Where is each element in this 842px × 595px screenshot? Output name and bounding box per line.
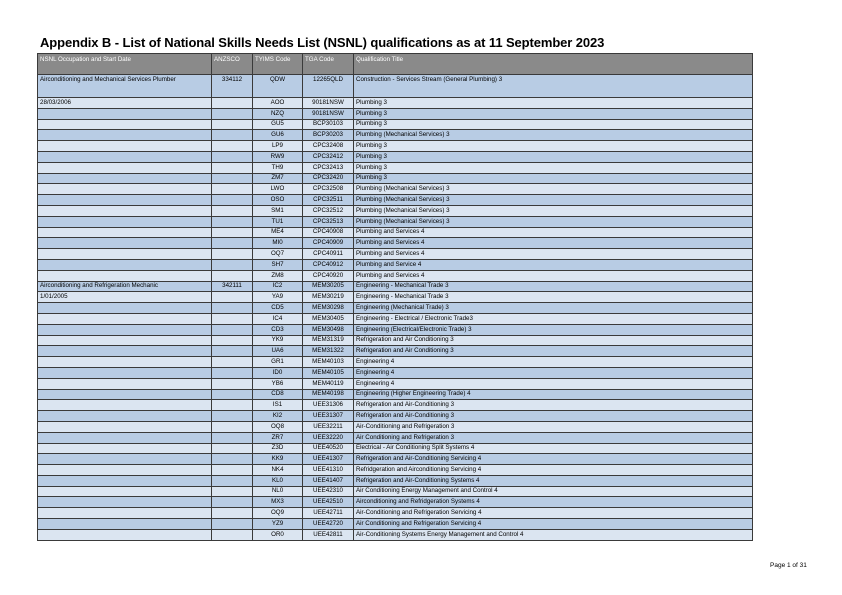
table-row (38, 421, 753, 432)
cell-tga-code: BCP30103 (303, 119, 354, 130)
cell-tyims-code: CD5 (253, 303, 303, 314)
cell-qualification-title: Air-Conditioning and Refrigeration Servicing 4 (354, 508, 753, 519)
cell-occupation (38, 313, 212, 324)
cell-qualification-title: Engineering 4 (354, 378, 753, 389)
nsnl-qualifications-table (37, 53, 753, 541)
table-row (38, 249, 753, 260)
cell-tyims-code: GR1 (253, 357, 303, 368)
cell-qualification-title: Plumbing and Service 4 (354, 259, 753, 270)
table-row (38, 151, 753, 162)
header-qualification-title: Qualification Title (354, 54, 753, 75)
cell-occupation (38, 259, 212, 270)
cell-qualification-title: Plumbing 3 (354, 98, 753, 109)
cell-occupation (38, 519, 212, 530)
cell-tyims-code: YK9 (253, 335, 303, 346)
cell-occupation (38, 130, 212, 141)
cell-tga-code: MEM30205 (303, 281, 354, 292)
cell-qualification-title: Plumbing and Services 4 (354, 270, 753, 281)
cell-anzsco (212, 184, 253, 195)
cell-anzsco (212, 162, 253, 173)
cell-tyims-code: OSO (253, 195, 303, 206)
cell-anzsco (212, 519, 253, 530)
cell-anzsco (212, 465, 253, 476)
cell-qualification-title: Refrigeration and Air-Conditioning Servicing 4 (354, 454, 753, 465)
cell-qualification-title: Plumbing and Services 4 (354, 227, 753, 238)
cell-occupation (38, 303, 212, 314)
cell-tga-code: CPC32412 (303, 151, 354, 162)
cell-anzsco (212, 227, 253, 238)
table-row (38, 292, 753, 303)
cell-qualification-title: Air Conditioning Energy Management and Control 4 (354, 486, 753, 497)
cell-tyims-code: YA9 (253, 292, 303, 303)
cell-anzsco (212, 508, 253, 519)
table-row (38, 303, 753, 314)
cell-anzsco (212, 432, 253, 443)
table-row (38, 108, 753, 119)
cell-occupation (38, 346, 212, 357)
cell-qualification-title: Electrical - Air Conditioning Split Systems 4 (354, 443, 753, 454)
header-tga-code: TGA Code (303, 54, 354, 75)
table-row (38, 389, 753, 400)
cell-anzsco (212, 313, 253, 324)
cell-qualification-title: Plumbing (Mechanical Services) 3 (354, 216, 753, 227)
cell-occupation (38, 184, 212, 195)
cell-tyims-code: GU6 (253, 130, 303, 141)
table-row (38, 411, 753, 422)
table-row (38, 475, 753, 486)
cell-anzsco (212, 486, 253, 497)
cell-tga-code: 90181NSW (303, 108, 354, 119)
cell-tga-code: UEE42310 (303, 486, 354, 497)
cell-qualification-title: Airconditioning and Refridgeration Systems 4 (354, 497, 753, 508)
cell-tyims-code: KI2 (253, 411, 303, 422)
cell-occupation (38, 216, 212, 227)
table-row (38, 227, 753, 238)
cell-qualification-title: Refrigeration and Air-Conditioning 3 (354, 411, 753, 422)
cell-anzsco (212, 205, 253, 216)
cell-tga-code: UEE42711 (303, 508, 354, 519)
table-row (38, 162, 753, 173)
cell-tyims-code: ID0 (253, 367, 303, 378)
cell-anzsco (212, 108, 253, 119)
cell-tga-code: UEE42510 (303, 497, 354, 508)
cell-qualification-title: Plumbing 3 (354, 173, 753, 184)
cell-tga-code: UEE41407 (303, 475, 354, 486)
cell-tyims-code: RW9 (253, 151, 303, 162)
cell-qualification-title: Engineering (Mechanical Trade) 3 (354, 303, 753, 314)
cell-tyims-code: SH7 (253, 259, 303, 270)
cell-occupation (38, 205, 212, 216)
cell-occupation (38, 432, 212, 443)
cell-occupation (38, 270, 212, 281)
cell-qualification-title: Engineering 4 (354, 357, 753, 368)
cell-tga-code: CPC32512 (303, 205, 354, 216)
cell-tga-code: CPC40911 (303, 249, 354, 260)
cell-anzsco (212, 529, 253, 540)
cell-occupation (38, 162, 212, 173)
cell-occupation (38, 400, 212, 411)
cell-occupation (38, 227, 212, 238)
cell-tga-code: CPC32413 (303, 162, 354, 173)
cell-qualification-title: Plumbing 3 (354, 141, 753, 152)
cell-tga-code: UEE41307 (303, 454, 354, 465)
table-row (38, 443, 753, 454)
cell-tyims-code: YZ9 (253, 519, 303, 530)
cell-tyims-code: NZQ (253, 108, 303, 119)
cell-anzsco (212, 141, 253, 152)
cell-tga-code: CPC32508 (303, 184, 354, 195)
cell-qualification-title: Engineering (Higher Engineering Trade) 4 (354, 389, 753, 400)
cell-tyims-code: NK4 (253, 465, 303, 476)
cell-anzsco (212, 454, 253, 465)
cell-qualification-title: Refrigeration and Air Conditioning 3 (354, 346, 753, 357)
cell-occupation (38, 367, 212, 378)
cell-occupation (38, 249, 212, 260)
cell-tga-code: MEM40103 (303, 357, 354, 368)
cell-anzsco (212, 238, 253, 249)
table-row (38, 75, 753, 98)
cell-anzsco (212, 421, 253, 432)
cell-tga-code: CPC32513 (303, 216, 354, 227)
cell-tyims-code: KL0 (253, 475, 303, 486)
cell-occupation (38, 151, 212, 162)
cell-tga-code: MEM31319 (303, 335, 354, 346)
table-row (38, 324, 753, 335)
cell-tyims-code: SM1 (253, 205, 303, 216)
table-header-row (38, 54, 753, 75)
cell-tga-code: CPC40920 (303, 270, 354, 281)
cell-anzsco (212, 335, 253, 346)
cell-anzsco (212, 195, 253, 206)
cell-anzsco (212, 303, 253, 314)
table-row (38, 238, 753, 249)
table-row (38, 205, 753, 216)
table-row (38, 519, 753, 530)
cell-tga-code: CPC32408 (303, 141, 354, 152)
cell-qualification-title: Plumbing 3 (354, 151, 753, 162)
cell-tyims-code: CD8 (253, 389, 303, 400)
cell-tyims-code: NL0 (253, 486, 303, 497)
cell-anzsco: 342111 (212, 281, 253, 292)
cell-qualification-title: Plumbing (Mechanical Services) 3 (354, 130, 753, 141)
cell-occupation (38, 443, 212, 454)
cell-tga-code: CPC40909 (303, 238, 354, 249)
table-row (38, 400, 753, 411)
cell-tga-code: 12265QLD (303, 75, 354, 98)
cell-anzsco (212, 119, 253, 130)
cell-occupation (38, 335, 212, 346)
cell-tyims-code: ME4 (253, 227, 303, 238)
cell-anzsco (212, 173, 253, 184)
cell-tyims-code: KK9 (253, 454, 303, 465)
cell-anzsco (212, 249, 253, 260)
cell-occupation (38, 238, 212, 249)
cell-anzsco (212, 378, 253, 389)
cell-tga-code: UEE42720 (303, 519, 354, 530)
cell-tyims-code: MI0 (253, 238, 303, 249)
cell-qualification-title: Air-Conditioning Systems Energy Management and Control 4 (354, 529, 753, 540)
cell-occupation (38, 508, 212, 519)
cell-anzsco (212, 98, 253, 109)
cell-occupation (38, 529, 212, 540)
cell-tga-code: UEE40520 (303, 443, 354, 454)
cell-occupation (38, 141, 212, 152)
table-row (38, 270, 753, 281)
cell-tyims-code: LP9 (253, 141, 303, 152)
cell-anzsco (212, 216, 253, 227)
cell-tga-code: 90181NSW (303, 98, 354, 109)
cell-tga-code: MEM31322 (303, 346, 354, 357)
cell-qualification-title: Refrigeration and Air Conditioning 3 (354, 335, 753, 346)
cell-tyims-code: TU1 (253, 216, 303, 227)
cell-occupation (38, 108, 212, 119)
cell-qualification-title: Engineering - Mechanical Trade 3 (354, 292, 753, 303)
cell-qualification-title: Engineering - Mechanical Trade 3 (354, 281, 753, 292)
cell-occupation (38, 357, 212, 368)
table-row (38, 486, 753, 497)
cell-anzsco (212, 346, 253, 357)
cell-occupation (38, 465, 212, 476)
cell-tyims-code: QDW (253, 75, 303, 98)
table-row (38, 357, 753, 368)
header-tyims-code: TYIMS Code (253, 54, 303, 75)
cell-anzsco (212, 130, 253, 141)
cell-occupation (38, 173, 212, 184)
cell-tyims-code: OR0 (253, 529, 303, 540)
cell-tyims-code: ZM8 (253, 270, 303, 281)
table-row (38, 173, 753, 184)
table-row (38, 141, 753, 152)
page-number: Page 1 of 31 (770, 562, 807, 569)
cell-qualification-title: Air-Conditioning and Refrigeration 3 (354, 421, 753, 432)
cell-occupation (38, 421, 212, 432)
table-row (38, 184, 753, 195)
cell-anzsco (212, 475, 253, 486)
cell-tyims-code: OQ8 (253, 421, 303, 432)
cell-anzsco (212, 324, 253, 335)
table-row (38, 335, 753, 346)
cell-qualification-title: Refridgeration and Airconditioning Servicing 4 (354, 465, 753, 476)
cell-tga-code: UEE32211 (303, 421, 354, 432)
header-occupation: NSNL Occupation and Start Date (38, 54, 212, 75)
cell-occupation: Airconditioning and Mechanical Services Plumber (38, 75, 212, 98)
table-row (38, 378, 753, 389)
table-row (38, 454, 753, 465)
cell-qualification-title: Engineering (Electrical/Electronic Trade) 3 (354, 324, 753, 335)
cell-occupation (38, 486, 212, 497)
cell-occupation: Airconditioning and Refrigeration Mechanic (38, 281, 212, 292)
cell-tyims-code: LWO (253, 184, 303, 195)
table-row (38, 216, 753, 227)
table-row (38, 367, 753, 378)
cell-qualification-title: Plumbing (Mechanical Services) 3 (354, 205, 753, 216)
page-title: Appendix B - List of National Skills Needs List (NSNL) qualifications as at 11 September 2023 (40, 35, 605, 50)
cell-tyims-code: IC2 (253, 281, 303, 292)
cell-qualification-title: Engineering 4 (354, 367, 753, 378)
cell-tyims-code: ZR7 (253, 432, 303, 443)
cell-tga-code: MEM30298 (303, 303, 354, 314)
cell-anzsco (212, 259, 253, 270)
cell-tga-code: CPC32420 (303, 173, 354, 184)
table-row (38, 465, 753, 476)
cell-tga-code: CPC40912 (303, 259, 354, 270)
cell-tga-code: MEM40198 (303, 389, 354, 400)
cell-occupation: 28/03/2006 (38, 98, 212, 109)
cell-tyims-code: OQ9 (253, 508, 303, 519)
header-anzsco: ANZSCO (212, 54, 253, 75)
cell-qualification-title: Engineering - Electrical / Electronic Trade3 (354, 313, 753, 324)
cell-tyims-code: TH9 (253, 162, 303, 173)
table-row (38, 497, 753, 508)
cell-tyims-code: IC4 (253, 313, 303, 324)
cell-tyims-code: GU5 (253, 119, 303, 130)
cell-occupation (38, 454, 212, 465)
cell-anzsco (212, 270, 253, 281)
cell-tga-code: MEM40119 (303, 378, 354, 389)
cell-qualification-title: Refrigeration and Air-Conditioning Systems 4 (354, 475, 753, 486)
cell-occupation (38, 378, 212, 389)
table-row (38, 259, 753, 270)
cell-occupation (38, 411, 212, 422)
cell-occupation (38, 195, 212, 206)
cell-qualification-title: Plumbing (Mechanical Services) 3 (354, 195, 753, 206)
cell-anzsco (212, 367, 253, 378)
cell-tga-code: UEE31306 (303, 400, 354, 411)
cell-qualification-title: Plumbing and Services 4 (354, 249, 753, 260)
cell-qualification-title: Plumbing and Services 4 (354, 238, 753, 249)
table-row (38, 346, 753, 357)
cell-tga-code: UEE42811 (303, 529, 354, 540)
cell-tga-code: UEE41310 (303, 465, 354, 476)
table-row (38, 432, 753, 443)
cell-tga-code: CPC40908 (303, 227, 354, 238)
cell-occupation (38, 119, 212, 130)
cell-occupation (38, 497, 212, 508)
cell-qualification-title: Air Conditioning and Refrigeration 3 (354, 432, 753, 443)
cell-qualification-title: Plumbing (Mechanical Services) 3 (354, 184, 753, 195)
cell-anzsco (212, 411, 253, 422)
cell-tga-code: MEM30498 (303, 324, 354, 335)
cell-occupation (38, 389, 212, 400)
table-row (38, 130, 753, 141)
cell-tyims-code: AOO (253, 98, 303, 109)
cell-tyims-code: UA6 (253, 346, 303, 357)
cell-qualification-title: Air Conditioning and Refrigeration Servicing 4 (354, 519, 753, 530)
table-row (38, 529, 753, 540)
table-row (38, 195, 753, 206)
table-row (38, 313, 753, 324)
cell-qualification-title: Plumbing 3 (354, 108, 753, 119)
cell-tyims-code: Z3D (253, 443, 303, 454)
cell-tga-code: UEE31307 (303, 411, 354, 422)
cell-tga-code: MEM30219 (303, 292, 354, 303)
cell-tyims-code: IS1 (253, 400, 303, 411)
cell-anzsco (212, 443, 253, 454)
cell-anzsco (212, 497, 253, 508)
cell-tga-code: MEM40105 (303, 367, 354, 378)
cell-tyims-code: OQ7 (253, 249, 303, 260)
cell-tyims-code: YB6 (253, 378, 303, 389)
cell-tyims-code: MX3 (253, 497, 303, 508)
cell-qualification-title: Plumbing 3 (354, 119, 753, 130)
cell-tyims-code: ZM7 (253, 173, 303, 184)
cell-tga-code: MEM30405 (303, 313, 354, 324)
cell-anzsco (212, 389, 253, 400)
table-row (38, 508, 753, 519)
cell-occupation (38, 475, 212, 486)
cell-anzsco: 334112 (212, 75, 253, 98)
table-row (38, 98, 753, 109)
cell-anzsco (212, 151, 253, 162)
cell-tga-code: CPC32511 (303, 195, 354, 206)
cell-tyims-code: CD3 (253, 324, 303, 335)
cell-tga-code: UEE32220 (303, 432, 354, 443)
cell-qualification-title: Construction - Services Stream (General Plumbing) 3 (354, 75, 753, 98)
table-row (38, 281, 753, 292)
table-row (38, 119, 753, 130)
cell-anzsco (212, 400, 253, 411)
cell-qualification-title: Refrigeration and Air-Conditioning 3 (354, 400, 753, 411)
cell-occupation (38, 324, 212, 335)
cell-occupation: 1/01/2005 (38, 292, 212, 303)
cell-anzsco (212, 357, 253, 368)
cell-tga-code: BCP30203 (303, 130, 354, 141)
cell-anzsco (212, 292, 253, 303)
cell-qualification-title: Plumbing 3 (354, 162, 753, 173)
